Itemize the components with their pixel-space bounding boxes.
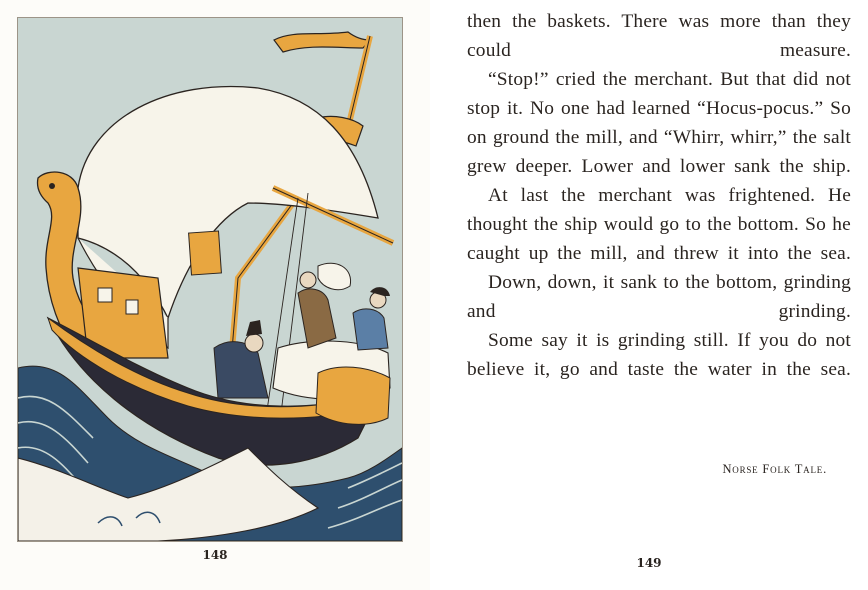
paragraph-3: At last the merchant was frightened. He thought the ship would go to the bottom. So he caught up the mill, and threw it into the sea. — [467, 185, 851, 264]
attribution: Norse Folk Tale. — [722, 462, 827, 476]
page-number-right: 149 — [636, 556, 662, 570]
page-number-left: 148 — [202, 548, 228, 562]
illustration-plate — [17, 17, 403, 542]
right-page — [430, 0, 868, 590]
ship-in-storm-illustration — [18, 18, 402, 541]
story-text — [467, 7, 851, 384]
paragraph-4: Down, down, it sank to the bottom, grinding and grinding. — [467, 272, 851, 322]
paragraph-1: then the baskets. There was more than they could measure. — [467, 11, 851, 61]
paragraph-5: Some say it is grinding still. If you do not believe it, go and taste the water in the sea. — [467, 330, 851, 380]
paragraph-2: “Stop!” cried the merchant. But that did not stop it. No one had learned “Hocus-pocus.” So on ground the mill, and “Whirr, whirr,” the salt grew deeper. Lower and lower sank the ship. — [467, 69, 851, 177]
left-page — [0, 0, 430, 590]
